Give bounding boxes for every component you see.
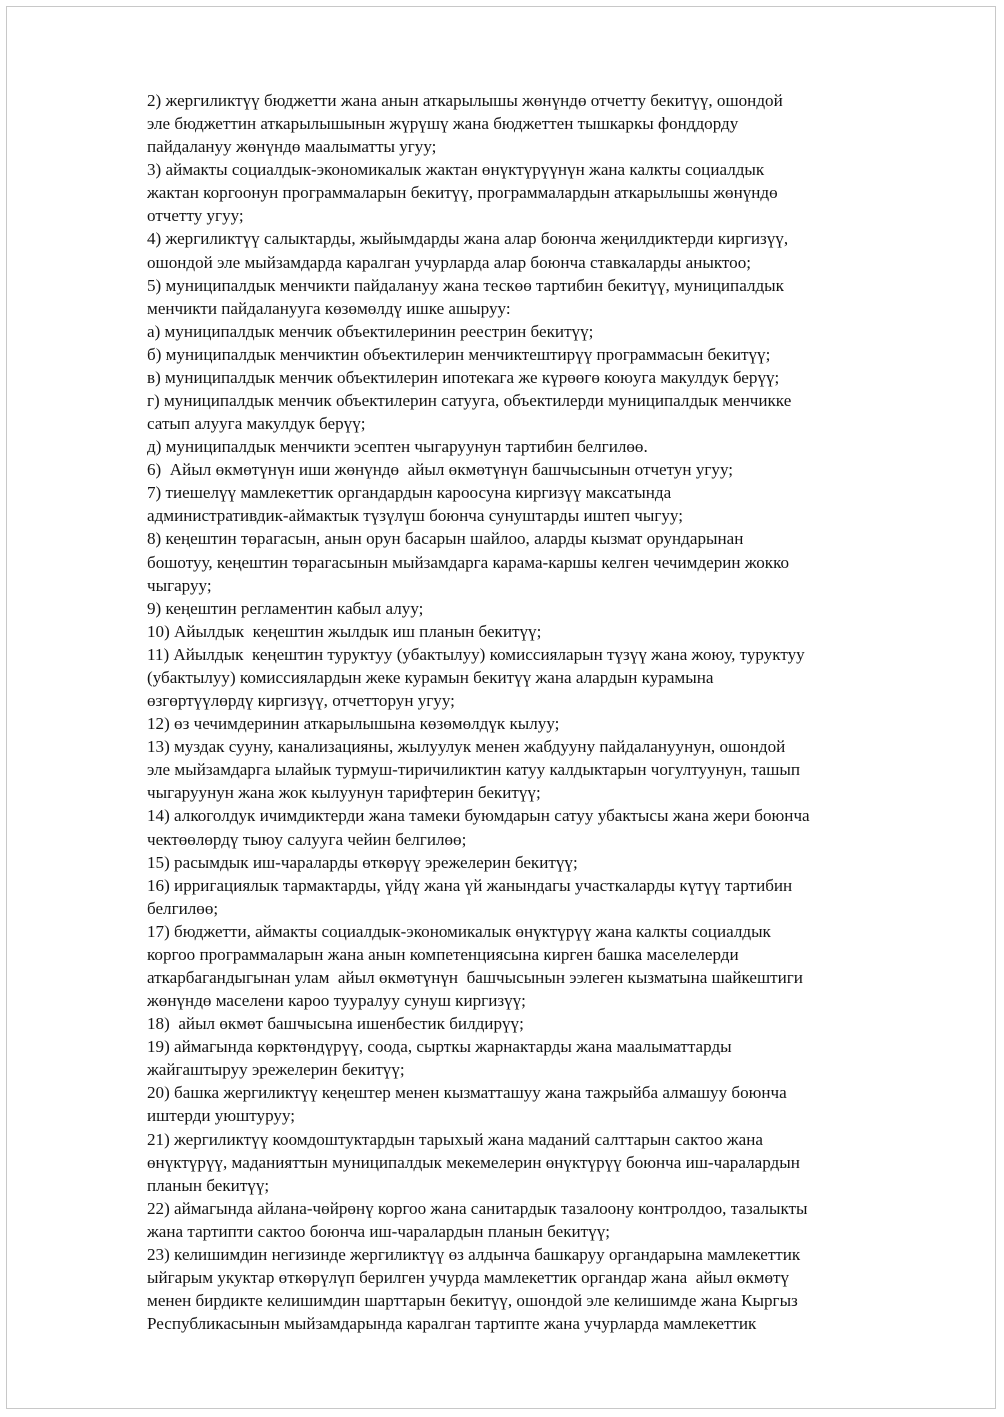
text-line: 13) муздак сууну, канализацияны, жылуулук менен жабдууну пайдалануунун, ошондой (147, 737, 786, 757)
text-line: эле мыйзамдарга ылайык турмуш-тиричиликтин катуу калдыктарын чогултуунун, ташып (147, 760, 801, 780)
text-line: чыгаруунун жана жок кылуунун тарифтерин бекитүү; (147, 783, 541, 803)
text-line: 18) айыл өкмөт башчысына ишенбестик билдирүү; (147, 1014, 524, 1034)
text-line: 10) Айылдык кеңештин жылдык иш планын бекитүү; (147, 621, 542, 641)
text-line: д) муниципалдык менчикти эсептен чыгаруунун тартибин белгилөө. (147, 437, 648, 457)
text-line: чектөөлөрдү тыюу салууга чейин белгилөө; (147, 829, 467, 849)
text-line: 14) алкоголдук ичимдиктерди жана тамеки буюмдарын сатуу убактысы жана жери боюнча (147, 806, 810, 826)
document-page (6, 6, 996, 1409)
text-line: 9) кеңештин регламентин кабыл алуу; (147, 598, 424, 618)
text-line: пайдалануу жөнүндө маалыматты угуу; (147, 137, 437, 157)
document-body-text (147, 89, 947, 1335)
text-line: 3) аймакты социалдык-экономикалык жактан өнүктүрүүнүн жана калкты социалдык (147, 160, 765, 180)
text-line: а) муниципалдык менчик объектилеринин реестрин бекитүү; (147, 321, 594, 341)
text-line: 5) муниципалдык менчикти пайдалануу жана тескөө тартибин бекитүү, муниципалдык (147, 275, 784, 295)
text-line: отчетту угуу; (147, 206, 244, 226)
text-line: менчикти пайдаланууга көзөмөлдү ишке ашыруу: (147, 298, 511, 318)
text-line: г) муниципалдык менчик объектилерин сатууга, объектилерди муниципалдык менчикке (147, 391, 792, 411)
text-line: жайгаштыруу эрежелерин бекитүү; (147, 1060, 405, 1080)
text-line: б) муниципалдык менчиктин объектилерин менчиктештирүү программасын бекитүү; (147, 344, 771, 364)
text-line: өзгөртүүлөрдү киргизүү, отчетторун угуу; (147, 691, 455, 711)
text-line: бошотуу, кеңештин төрагасынын мыйзамдарга карама-каршы келген чечимдерин жокко (147, 552, 790, 572)
text-line: 20) башка жергиликтүү кеңештер менен кызматташуу жана тажрыйба алмашуу боюнча (147, 1083, 787, 1103)
text-line: өнүктүрүү, маданияттын муниципалдык мекемелерин өнүктүрүү боюнча иш-чаралардын (147, 1152, 800, 1172)
text-line: Республикасынын мыйзамдарында каралган тартипте жана учурларда мамлекеттик (147, 1314, 757, 1334)
text-line: аткарбагандыгынан улам айыл өкмөтүнүн башчысынын ээлеген кызматына шайкештиги (147, 967, 803, 987)
text-line: планын бекитүү; (147, 1175, 270, 1195)
text-line: 15) расымдык иш-чараларды өткөрүү эрежелерин бекитүү; (147, 852, 578, 872)
text-line: 12) өз чечимдеринин аткарылышына көзөмөлдүк кылуу; (147, 714, 560, 734)
text-line: 2) жергиликтүү бюджетти жана анын аткарылышы жөнүндө отчетту бекитүү, ошондой (147, 91, 783, 110)
text-line: жана тартипти сактоо боюнча иш-чаралардын планын бекитүү; (147, 1221, 611, 1241)
text-line: 4) жергиликтүү салыктарды, жыйымдарды жана алар боюнча жеңилдиктерди киргизүү, (147, 229, 789, 249)
text-line: 17) бюджетти, аймакты социалдык-экономикалык өнүктүрүү жана калкты социалдык (147, 921, 771, 941)
text-line: 23) келишимдин негизинде жергиликтүү өз алдынча башкаруу органдарына мамлекеттик (147, 1244, 801, 1264)
text-line: эле бюджеттин аткарылышынын жүрүшү жана бюджеттен тышкаркы фонддорду (147, 114, 739, 134)
text-line: 7) тиешелүү мамлекеттик органдардын кароосуна киргизүү максатында (147, 483, 672, 503)
text-line: коргоо программаларын жана анын компетенциясына кирген башка маселелерди (147, 944, 739, 964)
text-line: 22) аймагында айлана-чөйрөнү коргоо жана санитардык тазалоону контролдоо, тазалыкты (147, 1198, 808, 1218)
text-line: жактан коргоонун программаларын бекитүү, программалардын аткарылышы жөнүндө (147, 183, 778, 203)
text-line: белгилөө; (147, 898, 219, 918)
text-line: административдик-аймактык түзүлүш боюнча сунуштарды иштеп чыгуу; (147, 506, 683, 526)
text-line: в) муниципалдык менчик объектилерин ипотекага же күрөөгө коюуга макулдук берүү; (147, 367, 780, 387)
text-line: 19) аймагында көрктөндүрүү, соода, сырткы жарнактарды жана маалыматтарды (147, 1037, 732, 1057)
text-line: (убактылуу) комиссиялардын жеке курамын бекитүү жана алардын курамына (147, 667, 714, 687)
text-line: ошондой эле мыйзамдарда каралган учурларда алар боюнча ставкаларды аныктоо; (147, 252, 752, 272)
text-line: сатып алууга макулдук берүү; (147, 414, 366, 434)
text-line: иштерди уюштуруу; (147, 1106, 296, 1126)
text-line: 6) Айыл өкмөтүнүн иши жөнүндө айыл өкмөтүнүн башчысынын отчетун угуу; (147, 460, 734, 480)
text-line: ыйгарым укуктар өткөрүлүп берилген учурда мамлекеттик органдар жана айыл өкмөтү (147, 1267, 790, 1287)
text-line: жөнүндө маселени кароо тууралуу сунуш киргизүү; (147, 991, 526, 1011)
text-line: 11) Айылдык кеңештин туруктуу (убактылуу) комиссияларын түзүү жана жоюу, туруктуу (147, 644, 805, 664)
text-line: 16) ирригациялык тармактарды, үйдү жана үй жанындагы участкаларды күтүү тартибин (147, 875, 793, 895)
text-line: менен бирдикте келишимдин шарттарын бекитүү, ошондой эле келишимде жана Кыргыз (147, 1291, 798, 1311)
text-line: чыгаруу; (147, 575, 212, 595)
text-line: 8) кеңештин төрагасын, анын орун басарын шайлоо, аларды кызмат орундарынан (147, 529, 744, 549)
text-line: 21) жергиликтүү коомдоштуктардын тарыхый жана маданий салттарын сактоо жана (147, 1129, 763, 1149)
